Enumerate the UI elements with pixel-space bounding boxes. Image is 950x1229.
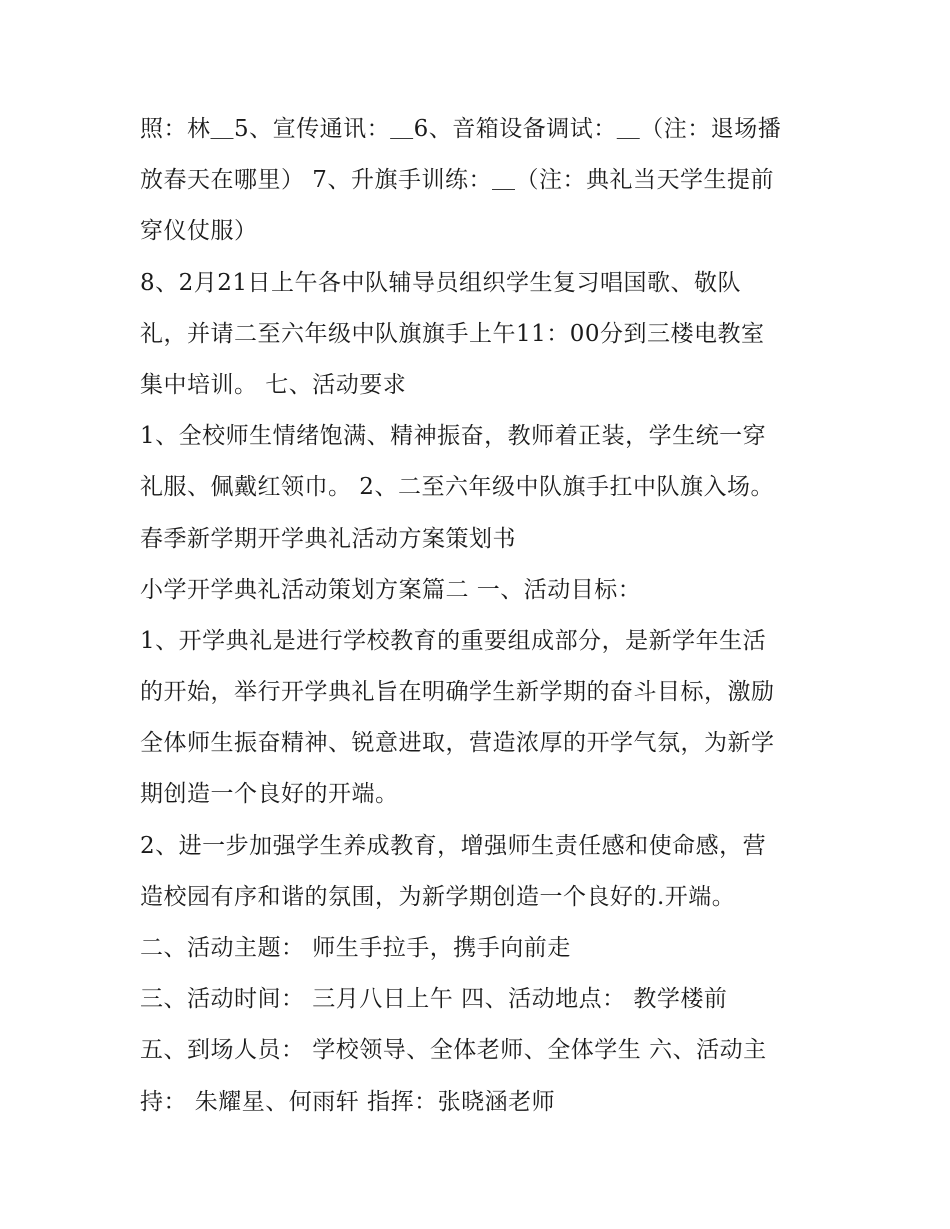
text-line: 8、2月21日上午各中队辅导员组织学生复习唱国歌、敬队 — [140, 269, 742, 296]
text-line: 五、到场人员： 学校领导、全体老师、全体学生 六、活动主 — [140, 1037, 767, 1064]
text-line: 穿仪仗服） — [140, 218, 258, 245]
text-line: 持： 朱耀星、何雨轩 指挥：张晓涵老师 — [140, 1088, 556, 1115]
section-heading: 春季新学期开学典礼活动方案策划书 — [140, 525, 516, 552]
text-line: 二、活动主题： 师生手拉手，携手向前走 — [140, 935, 571, 961]
text-line: 照：林＿5、宣传通讯：＿6、音箱设备调试：＿（注：退场播 — [140, 116, 782, 142]
text-line: 的开始，举行开学典礼旨在明确学生新学期的奋斗目标，激励 — [140, 679, 775, 706]
text-line: 2、进一步加强学生养成教育，增强师生责任感和使命感，营 — [140, 832, 767, 859]
text-line: 1、开学典礼是进行学校教育的重要组成部分，是新学年生活 — [140, 627, 767, 654]
document-body — [140, 104, 830, 1128]
text-line: 三、活动时间： 三月八日上午 四、活动地点： 教学楼前 — [140, 986, 728, 1013]
text-line: 期创造一个良好的开端。 — [140, 781, 399, 808]
text-line: 礼服、佩戴红领巾。 2、二至六年级中队旗手扛中队旗入场。 — [140, 474, 774, 501]
text-line: 1、全校师生情绪饱满、精神振奋，教师着正装，学生统一穿 — [140, 423, 767, 450]
text-line: 全体师生振奋精神、锐意进取，营造浓厚的开学气氛，为新学 — [140, 730, 775, 757]
text-line: 放春天在哪里） 7、升旗手训练：＿（注：典礼当天学生提前 — [140, 167, 774, 194]
text-line: 礼，并请二至六年级中队旗旗手上午11：00分到三楼电教室 — [140, 320, 765, 347]
text-line: 小学开学典礼活动策划方案篇二 一、活动目标： — [140, 576, 642, 603]
text-line: 造校园有序和谐的氛围，为新学期创造一个良好的.开端。 — [140, 883, 736, 910]
text-line: 集中培训。 七、活动要求 — [140, 371, 407, 398]
